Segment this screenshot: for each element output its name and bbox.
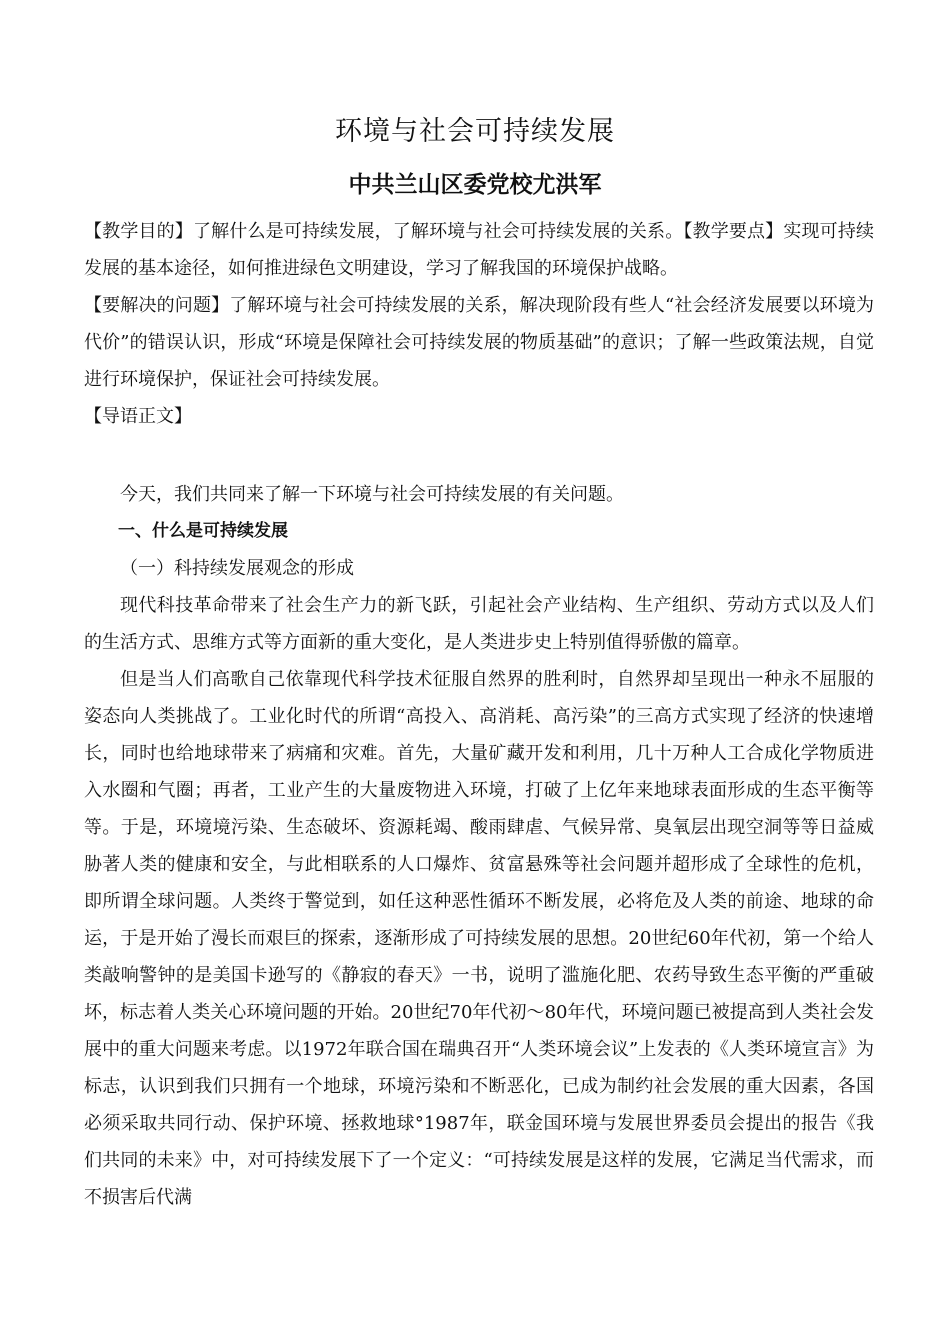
document-title: 环境与社会可持续发展 [335, 116, 615, 147]
intro-section [84, 213, 874, 435]
document-author: 中共兰山区委党校尤洪军 [348, 172, 602, 198]
teaching-objectives: 【教学目的】了解什么是可持续发展，了解环境与社会可持续发展的关系。【教学要点】实现可持续发展的基本途径，如何推进绿色文明建设，学习了解我国的环境保护战略。 [84, 221, 874, 279]
subsection-heading: （一）科持续发展观念的形成 [120, 558, 354, 579]
body-paragraph: 但是当人们高歌自己依靠现代科学技术征服自然界的胜利时，自然界却呈现出一种永不屈服的姿态向人类挑战了。工业化时代的所谓“高投入、高消耗、高污染”的三高方式实现了经济的快速增长，同时也给地球带来了病痛和灾难。首先，大量矿藏开发和利用，几十万种人工合成化学物质进入水圈和气圈；再者，工业产生的大量废物进入环境，打破了上亿年来地球表面形成的生态平衡等等。于是，环境境污染、生态破坏、资源耗竭、酸雨肆虐、气候异常、臭氧层出现空洞等等日益威胁著人类的健康和安全，与此相联系的人口爆炸、贫富悬殊等社会问题并超形成了全球性的危机，即所谓全球问题。人类终于警觉到，如任这种恶性循环不断发展，必将危及人类的前途、地球的命运，于是开始了漫长而艰巨的探索，逐渐形成了可持续发展的思想。20世纪60年代初，第一个给人类敲响警钟的是美国卡逊写的《静寂的春天》一书，说明了滥施化肥、农药导致生态平衡的严重破坏，标志着人类关心环境问题的开始。20世纪70年代初～80年代，环境问题已被提高到人类社会发展中的重大问题来考虑。以1972年联合国在瑞典召开“人类环境会议”上发表的《人类环境宣言》为标志，认识到我们只拥有一个地球，环境污染和不断恶化，已成为制约社会发展的重大因素，各国必须采取共同行动、保护环境、拯救地球°1987年，联金国环境与发展世界委员会提出的报告《我们共同的未来》中，对可持续发展下了一个定义：“可持续发展是这样的发展，它满足当代需求，而不损害后代满 [84, 669, 874, 1208]
body-section [84, 476, 874, 1216]
body-paragraph: 现代科技革命带来了社会生产力的新飞跃，引起社会产业结构、生产组织、劳动方式以及人们的生活方式、思维方式等方面新的重大变化，是人类进步史上特别值得骄傲的篇章。 [84, 595, 874, 653]
lead-heading: 【导语正文】 [84, 406, 192, 427]
opening-paragraph: 今天，我们共同来了解一下环境与社会可持续发展的有关问题。 [120, 484, 624, 505]
problems-to-solve: 【要解决的问题】了解环境与社会可持续发展的关系，解决现阶段有些人“社会经济发展要以环境为代价”的错误认识，形成“环境是保障社会可持续发展的物质基础”的意识；了解一些政策法规，自觉进行环境保护，保证社会可持续发展。 [84, 295, 874, 390]
section-heading: 一、什么是可持续发展 [118, 521, 288, 541]
